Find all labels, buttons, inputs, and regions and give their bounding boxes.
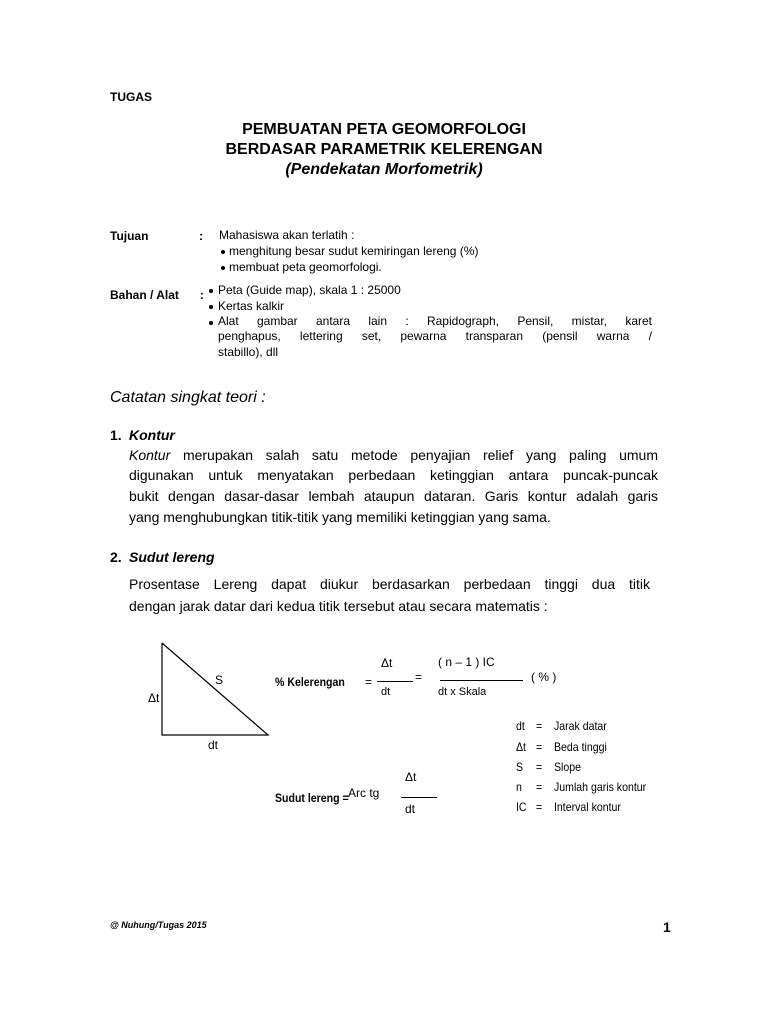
tujuan-colon: : <box>199 229 203 243</box>
kontur-line-3: bukit dengan dasar-dasar lembah ataupun dataran. Garis kontur adalah garis <box>129 488 658 504</box>
bahan-colon: : <box>200 288 204 302</box>
bahan-item-3-line-1: Alat gambar antara lain : Rapidograph, Pensil, mistar, karet <box>218 314 652 328</box>
fraction-bar <box>401 797 437 798</box>
tujuan-intro: Mahasiswa akan terlatih : <box>219 228 355 242</box>
sudut-title: Sudut lereng <box>129 549 215 565</box>
bullet-icon <box>221 266 225 270</box>
tujuan-label: Tujuan <box>110 229 149 243</box>
teori-heading: Catatan singkat teori : <box>110 389 266 406</box>
fraction-bar <box>440 680 523 681</box>
formula1-eq1: = <box>365 675 373 689</box>
kontur-line-1: Kontur merupakan salah satu metode penyajian relief yang paling umum <box>129 447 658 463</box>
formula1-den1: dt <box>381 686 391 698</box>
sudut-line-1: Prosentase Lereng dapat diukur berdasarkan perbedaan tinggi dua titik <box>129 576 650 592</box>
formula2-label: Sudut lereng = <box>275 791 349 805</box>
kontur-line-4: yang menghubungkan titik-titik yang memiliki ketinggian yang sama. <box>129 509 551 525</box>
formula2-num: Δt <box>405 770 417 784</box>
slope-triangle <box>162 643 268 735</box>
header-label: TUGAS <box>110 90 152 104</box>
title-line-1: PEMBUATAN PETA GEOMORFOLOGI <box>242 121 526 138</box>
sudut-number: 2. <box>110 549 122 565</box>
formula2-func: Arc tg <box>348 786 380 800</box>
bullet-icon <box>209 321 213 325</box>
tujuan-item-1: menghitung besar sudut kemiringan lereng (%) <box>229 244 479 258</box>
sudut-line-2: dengan jarak datar dari kedua titik tersebut atau secara matematis : <box>129 598 548 614</box>
bullet-icon <box>221 250 225 254</box>
footer-credit: @ Nuhung/Tugas 2015 <box>110 920 207 930</box>
page-number: 1 <box>663 919 671 935</box>
bullet-icon <box>209 305 213 309</box>
bahan-item-1: Peta (Guide map), skala 1 : 25000 <box>218 283 401 297</box>
bullet-icon <box>209 289 213 293</box>
kontur-number: 1. <box>110 427 122 443</box>
formula1-den2: dt x Skala <box>438 686 487 698</box>
title-line-2: BERDASAR PARAMETRIK KELERENGAN <box>225 141 543 158</box>
formula1-num2: ( n – 1 ) IC <box>438 655 495 669</box>
formula1-label: % Kelerengan <box>275 675 345 689</box>
fraction-bar <box>377 681 413 682</box>
slope-triangle-diagram <box>150 636 280 746</box>
formula1-num1: Δt <box>381 656 393 670</box>
triangle-label-dt-vertical: Δt <box>148 691 160 705</box>
bahan-item-3-line-3: stabillo), dll <box>218 345 279 359</box>
bahan-item-2: Kertas kalkir <box>218 299 285 313</box>
formula1-eq2: = <box>415 670 423 684</box>
bahan-label: Bahan / Alat <box>110 288 179 302</box>
triangle-label-dt-horizontal: dt <box>208 738 219 752</box>
formula2-den: dt <box>405 802 416 816</box>
kontur-title: Kontur <box>129 427 175 443</box>
title-line-3: (Pendekatan Morfometrik) <box>285 161 483 178</box>
kontur-line-2: digunakan untuk menyatakan perbedaan ketinggian antara puncak-puncak <box>129 467 658 483</box>
tujuan-item-2: membuat peta geomorfologi. <box>229 260 382 274</box>
bahan-item-3-line-2: penghapus, lettering set, pewarna transparan (pensil warna / <box>218 329 652 343</box>
formula1-unit: ( % ) <box>531 670 557 684</box>
triangle-label-s: S <box>215 673 224 687</box>
